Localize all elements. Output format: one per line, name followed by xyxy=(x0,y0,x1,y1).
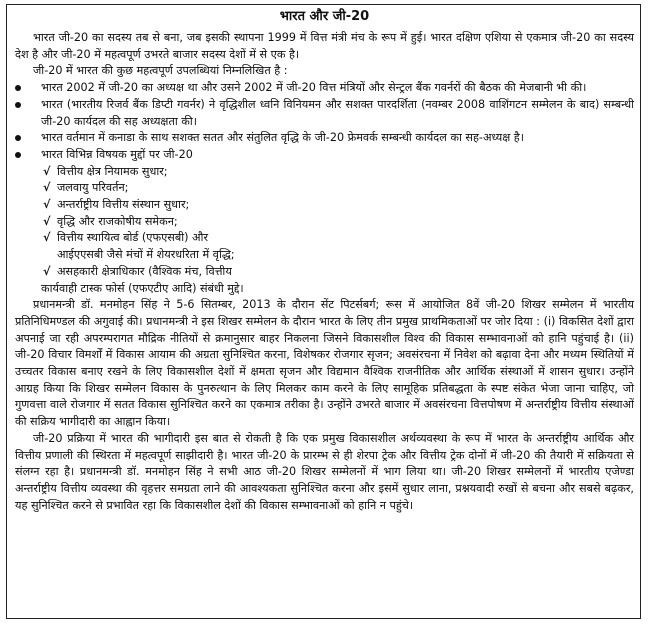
check-item: √ जलवायु परिवर्तन; xyxy=(43,180,634,197)
content-box xyxy=(6,4,641,619)
page-title: भारत और जी-20 xyxy=(279,9,370,24)
check-icon: √ xyxy=(43,264,51,278)
bullet-icon xyxy=(15,102,21,108)
check-item: √ वित्तीय क्षेत्र नियामक सुधार; xyxy=(43,164,634,181)
list-item: भारत विभिन्न विषयक मुद्दों पर जी-20 xyxy=(15,147,634,164)
achievements-lead: जी-20 में भारत की कुछ महत्वपूर्ण उपलब्धियां निम्नलिखित है : xyxy=(33,64,288,78)
check-item-continuation: आईएएसबी जैसे मंचों में शेयरधरिता में वृद्धि; xyxy=(57,248,235,262)
check-item: √ वित्तीय स्थायित्व बोर्ड (एफएसबी) और आईएएसबी जैसे मंचों में शेयरधरिता में वृद्धि; xyxy=(43,230,634,263)
check-item: √ अन्तर्राष्ट्रीय वित्तीय संस्थान सुधार; xyxy=(43,197,634,214)
process-paragraph: जी-20 प्रक्रिया में भारत की भागीदारी इस बात से रोकती है कि एक प्रमुख विकासशील अर्थव्यवस्था के रूप में भारत के अन्तर्राष्ट्रीय आर्थिक और वित्तीय प्रणाली की स्थिरता में महत्वपूर्ण साझीदारी है। भारत जी-20 के प्रारम्भ से ही शेरपा ट्रेक और वित्तीय ट्रेक दोनों में जी-20 की तैयारी में सक्रियता से संलग्न रहा है। प्रधानमन्त्री डॉ. मनमोहन सिंह ने सभी आठ जी-20 शिखर सम्मेलनों में भाग लिया था। जी-20 शिखर सम्मेलनों में भारतीय एजेण्डा अन्तर्राष्ट्रीय वित्तीय व्यवस्था की वृहत्तर समग्रता लाने की आवश्यकता सुनिश्चित करना और इसमें सुधार लाना, प्रश्नयवादी रुखों से बचना और सबसे बढ़कर, यह सुनिश्चित करने से प्रभावित रहा कि विकासशील देशों की विकास सम्भावनाओं को हानि न पहुंचे। xyxy=(15,431,634,512)
check-icon: √ xyxy=(43,164,51,178)
check-item: √ वृद्धि और राजकोषीय समेकन; xyxy=(43,214,634,231)
achievements-list xyxy=(15,80,634,164)
intro-paragraph: भारत जी-20 का सदस्य तब से बना, जब इसकी स्थापना 1999 में वित्त मंत्री मंच के रूप में हुई। भारत दक्षिण एशिया से एकमात्र जी-20 का सदस्य देश है और जी-20 में महत्वपूर्ण उभरते बाजार सदस्य देशों में से एक है। xyxy=(15,31,634,61)
checklist-tail: कार्यवाही टास्क फोर्स (एफएटीए आदि) संबंधी मुद्दे। xyxy=(41,281,244,295)
issues-checklist xyxy=(15,164,634,281)
bullet-icon xyxy=(15,135,21,141)
summit-paragraph: प्रधानमन्त्री डॉ. मनमोहन सिंह ने 5-6 सितम्बर, 2013 के दौरान सेंट पिटर्सबर्ग; रूस में आयोजित 8वें जी-20 शिखर सम्मेलन में भारतीय प्रतिनिधिमण्डल की अगुवाई की। प्रधानमन्त्री ने इस शिखर सम्मेलन के दौरान भारत के लिए तीन प्रमुख प्राथमिकताओं पर जोर दिया : (i) विकसित देशों द्वारा अपनाई जा रही अपरम्परागत मौद्रिक नीतियों से क्रमानुसार बाहर निकलना जिसने विकासशील विश्व की विकास सम्भावनाओं को हानि पहुंचाई है। (ii) जी-20 विचार विमर्शों में विकास आयाम की अग्रता सुनिश्चित करना, विशेषकर रोजगार सृजन; अवसंरचना में निवेश को बढ़ावा देना और मध्यम स्थितियों में उच्चतर विकास बनाए रखने के लिए विकासशील देशों में क्षमता सृजन और विद्यमान वैश्विक राजनीतिक और आर्थिक संस्थाओं में शासन सुधार। उन्होंने आग्रह किया कि शिखर सम्मेलन विकास के पुनरुत्थान के लिए मिलकर काम करने के लिए सामूहिक प्रतिबद्धता के स्पष्ट संकेत भेजा जाना चाहिए, जो गुणवत्ता वाले रोजगार में सतत विकास सुनिश्चित करने का एकमात्र तरीका है। उन्होंने उभरते बाजार में अवसंरचना वित्तपोषण में अन्तर्राष्ट्रीय वित्तीय संस्थाओं की सक्रिय भागीदारी का आह्वान किया। xyxy=(15,298,634,429)
list-item: भारत वर्तमान में कनाडा के साथ सशक्त सतत और संतुलित वृद्धि के जी-20 फ्रेमवर्क सम्बन्धी कार्यदल का सह-अध्यक्ष है। xyxy=(15,130,634,147)
check-icon: √ xyxy=(43,231,51,245)
list-item: भारत 2002 में जी-20 का अध्यक्ष था और उसने 2002 में जी-20 वित्त मंत्रियों और सेन्ट्रल बैंक गवर्नरों की बैठक की मेजबानी भी की। xyxy=(15,80,634,97)
bullet-icon xyxy=(15,152,21,158)
list-item: भारत (भारतीय रिजर्व बैंक डिप्टी गवर्नर) ने वृद्धिशील ध्वनि विनियमन और सशक्त पारदर्शिता (नवम्बर 2008 वाशिंगटन सम्मेलन के बाद) सम्बन्धी जी-20 कार्यदल की सह अध्यक्षता की। xyxy=(15,97,634,130)
bullet-icon xyxy=(15,85,21,91)
check-icon: √ xyxy=(43,214,51,228)
check-icon: √ xyxy=(43,198,51,212)
check-icon: √ xyxy=(43,181,51,195)
check-item: √ असहकारी क्षेत्राधिकार (वैश्विक मंच, वित्तीय xyxy=(43,264,634,281)
